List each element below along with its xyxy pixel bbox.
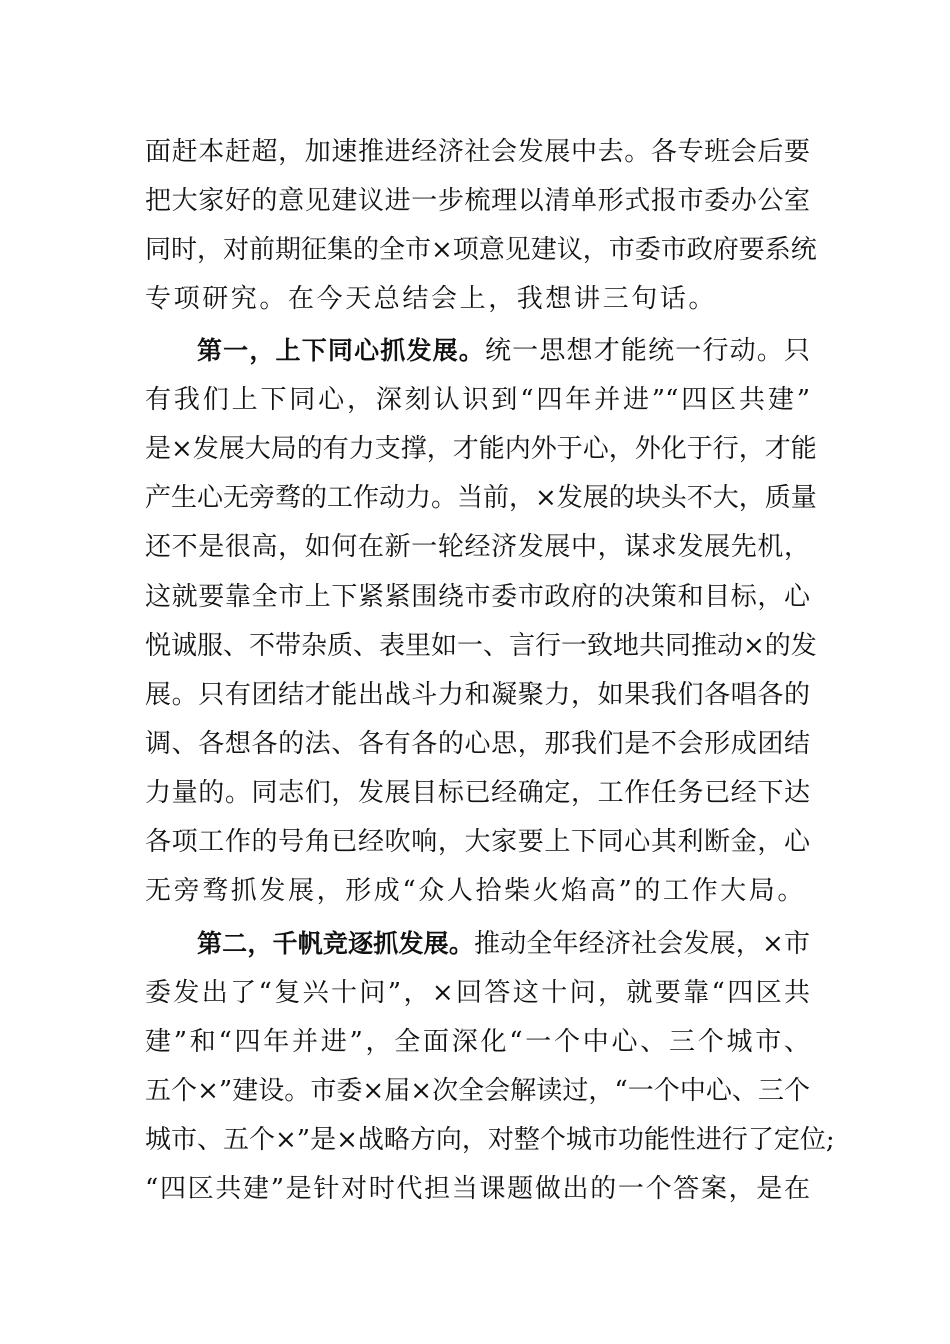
text-line: 委发出了“复兴十问”，×回答这十问，就要靠“四区共 xyxy=(145,978,810,1008)
text-line: 力量的。同志们，发展目标已经确定，工作任务已经下达 xyxy=(145,778,810,808)
text-line: “四区共建”是针对时代担当课题做出的一个答案，是在 xyxy=(145,1174,810,1204)
text-line: 无旁骛抓发展，形成“众人拾柴火焰高”的工作大局。 xyxy=(145,876,806,906)
section-heading-second: 第二，千帆竞逐抓发展。 xyxy=(197,929,475,958)
text-line: 产生心无旁骛的工作动力。当前，×发展的块头不大，质量 xyxy=(145,483,817,513)
text-span: 统一思想才能统一行动。只 xyxy=(485,336,810,366)
text-line: 专项研究。在今天总结会上，我想讲三句话。 xyxy=(145,284,718,314)
text-line: 把大家好的意见建议进一步梳理以清单形式报市委办公室 xyxy=(145,186,810,216)
text-line: 是×发展大局的有力支撑，才能内外于心，外化于行，才能 xyxy=(145,434,817,464)
text-line: 还不是很高，如何在新一轮经济发展中，谋求发展先机， xyxy=(145,532,810,562)
section-heading-first: 第一，上下同心抓发展。 xyxy=(197,336,485,365)
text-line: 这就要靠全市上下紧紧围绕市委市政府的决策和目标，心 xyxy=(145,582,810,612)
paragraph-first-line xyxy=(197,331,810,371)
text-line: 面赶本赶超，加速推进经济社会发展中去。各专班会后要 xyxy=(145,137,810,167)
text-line: 各项工作的号角已经吹响，大家要上下同心其利断金，心 xyxy=(145,827,810,857)
text-line: 建”和“四年并进”，全面深化“一个中心、三个城市、 xyxy=(145,1027,810,1057)
text-line: 同时，对前期征集的全市×项意见建议，市委市政府要系统 xyxy=(145,235,817,265)
text-span: 推动全年经济社会发展，×市 xyxy=(474,929,810,959)
text-line: 城市、五个×”是×战略方向，对整个城市功能性进行了定位; xyxy=(145,1125,835,1155)
paragraph-first-line xyxy=(197,924,810,964)
text-line: 五个×”建设。市委×届×次全会解读过，“一个中心、三个 xyxy=(145,1076,810,1106)
text-line: 调、各想各的法、各有各的心思，那我们是不会形成团结 xyxy=(145,729,810,759)
text-line: 有我们上下同心，深刻认识到“四年并进”“四区共建” xyxy=(145,385,810,415)
text-line: 展。只有团结才能出战斗力和凝聚力，如果我们各唱各的 xyxy=(145,680,810,710)
text-line: 悦诚服、不带杂质、表里如一、言行一致地共同推动×的发 xyxy=(145,631,817,661)
